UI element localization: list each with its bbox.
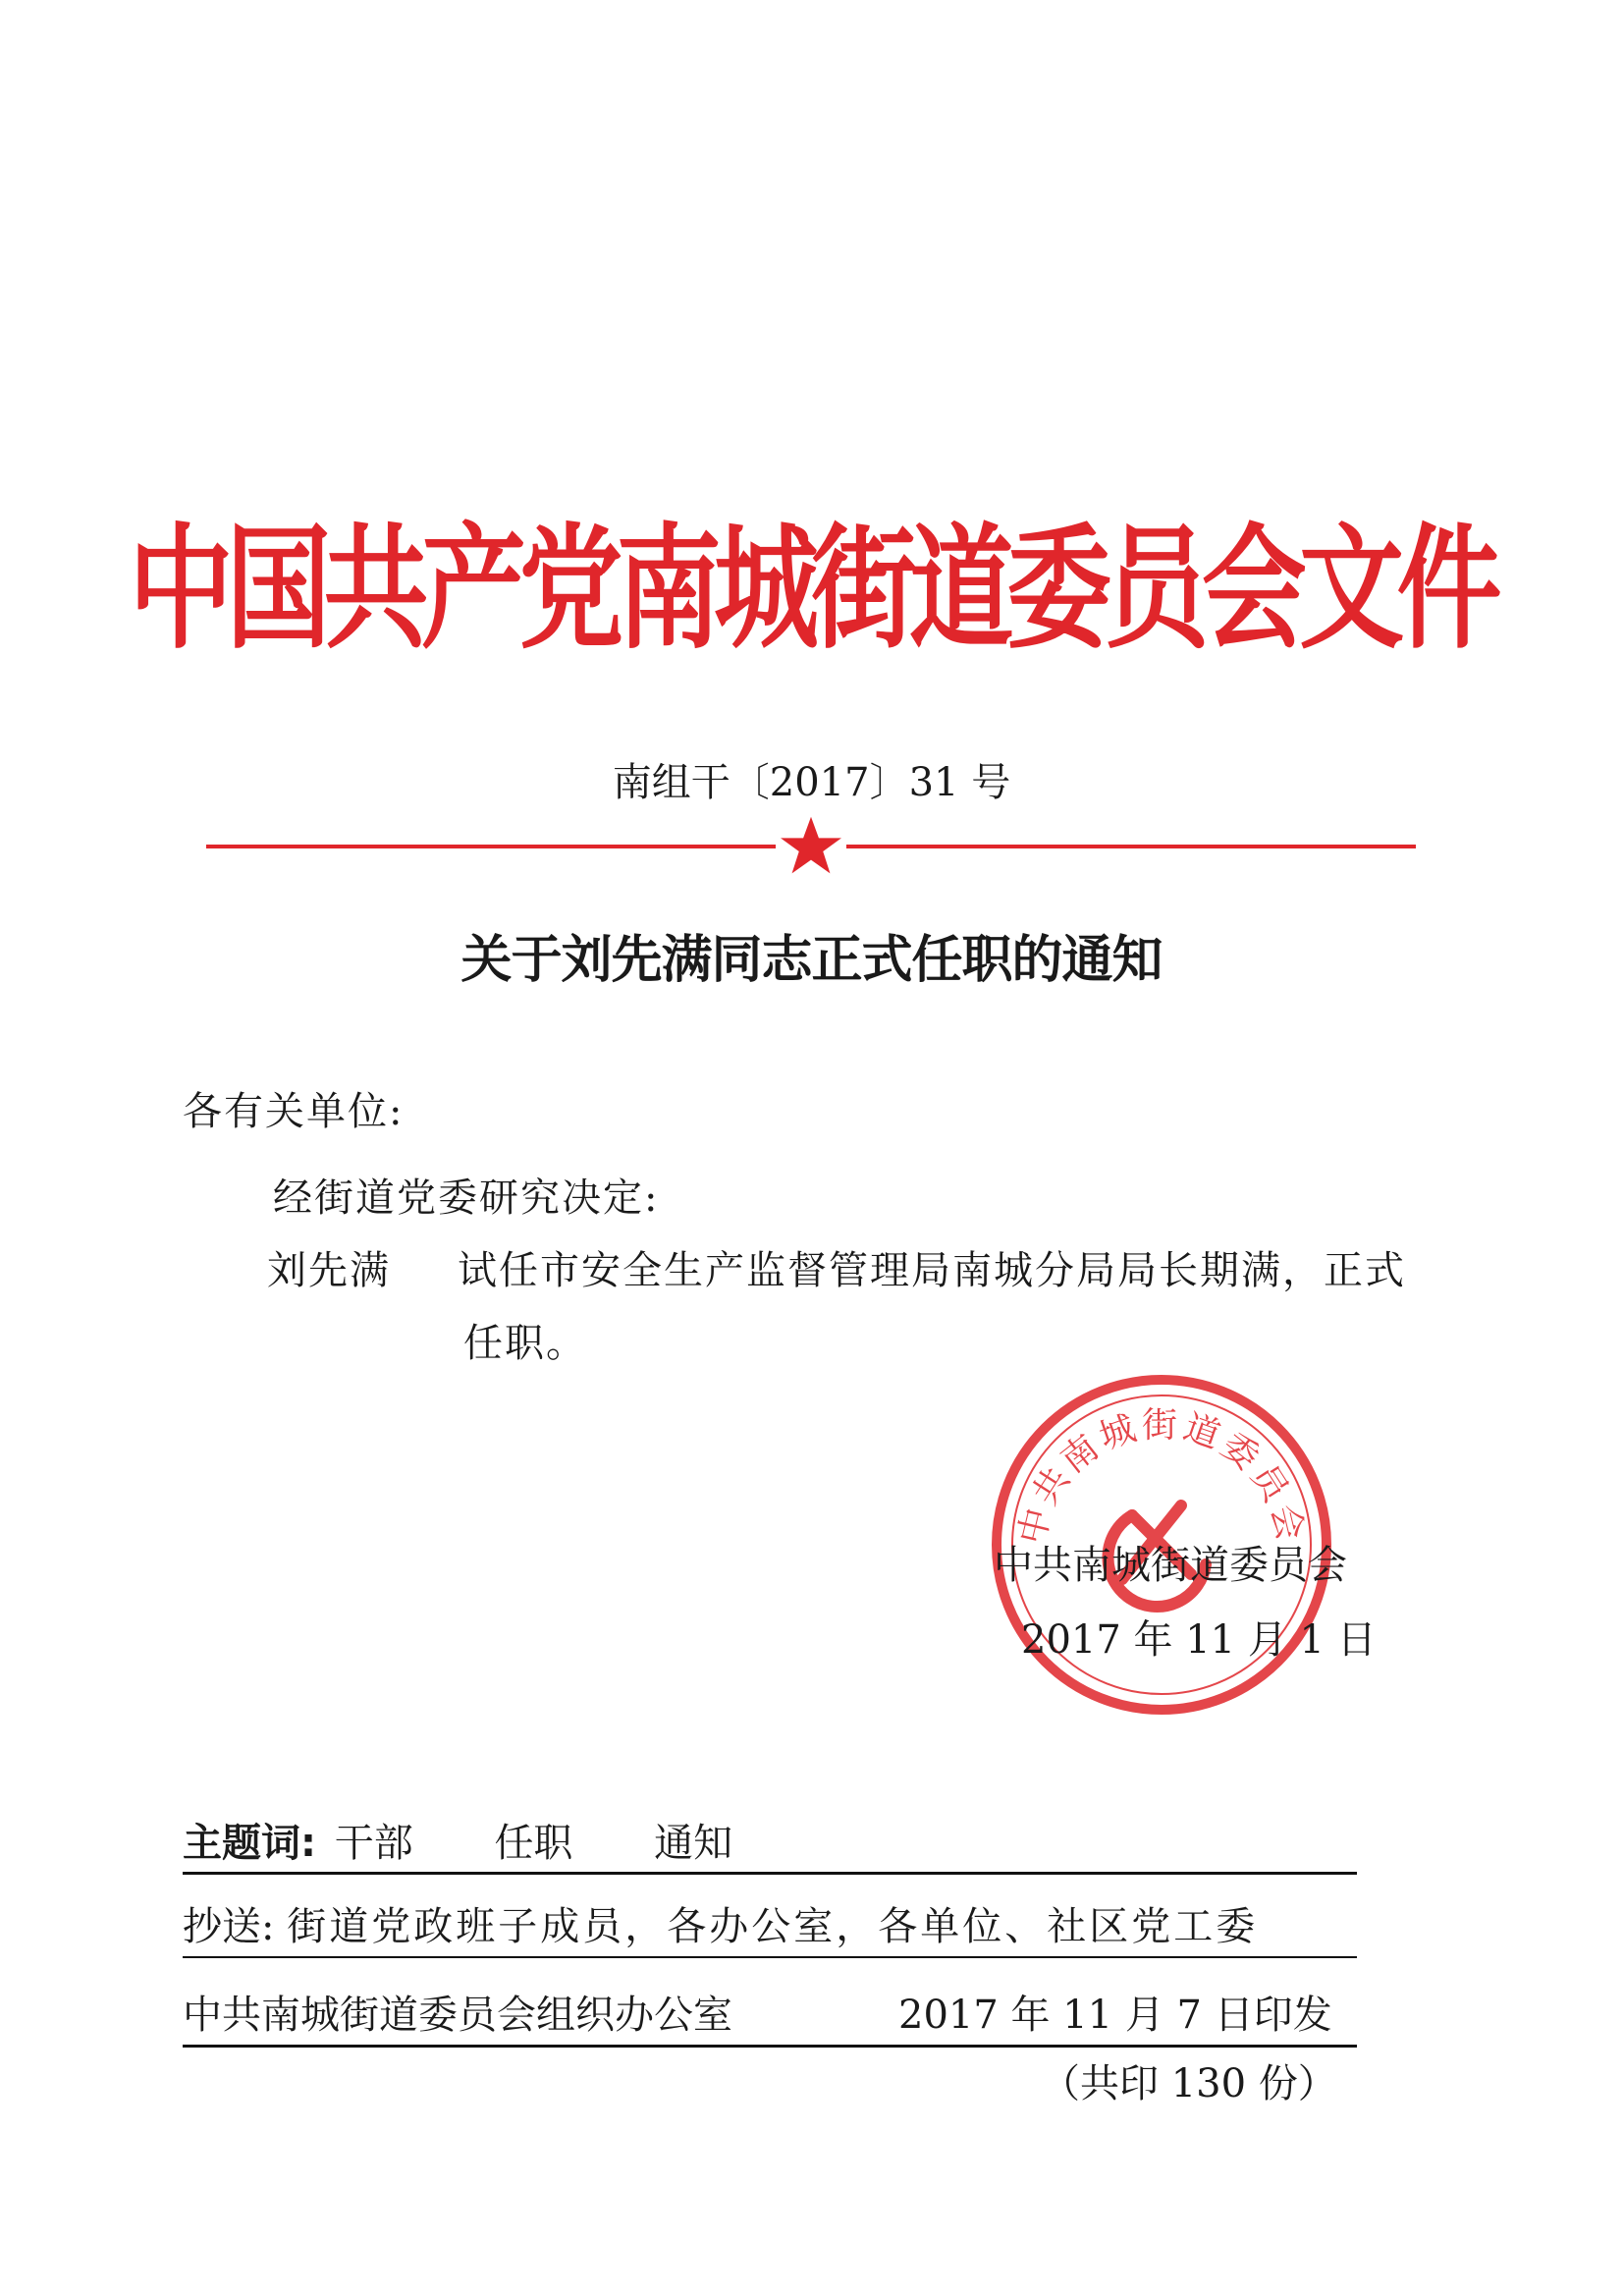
cc-row — [183, 1895, 1258, 1951]
cc-label: 抄送: — [183, 1904, 275, 1949]
footer-divider-top — [183, 1872, 1357, 1875]
issue-date: 2017 年 11 月 7 日印发 — [898, 1993, 1332, 2038]
signature-date: 2017 年 11 月 1 日 — [1021, 1617, 1377, 1663]
star-icon — [776, 811, 846, 882]
notice-title: 关于刘先满同志正式任职的通知 — [460, 931, 1163, 990]
svg-text:中共南城街道委员会: 中共南城街道委员会 — [1011, 1405, 1312, 1549]
intro-text: 经街道党委研究决定: — [273, 1175, 660, 1221]
signature-org: 中共南城街道委员会 — [994, 1543, 1347, 1588]
keyword-item: 任职 — [494, 1821, 573, 1866]
document-number: 南组干〔2017〕31 号 — [612, 760, 1011, 805]
person-name: 刘先满 — [267, 1248, 391, 1293]
footer-divider-bottom — [183, 2045, 1357, 2048]
cc-text: 街道党政班子成员，各办公室，各单位、社区党工委 — [287, 1904, 1259, 1949]
decision-line-2: 任职。 — [463, 1321, 587, 1366]
keywords-row — [183, 1812, 732, 1868]
document-header-title: 中国共产党南城街道委员会文件 — [128, 511, 1495, 668]
red-divider-left — [206, 845, 776, 848]
decision-line-1: 试任市安全生产监督管理局南城分局局长期满，正式 — [458, 1248, 1406, 1293]
red-divider-right — [846, 845, 1416, 848]
issuer: 中共南城街道委员会组织办公室 — [183, 1993, 732, 2038]
keyword-item: 通知 — [654, 1821, 733, 1866]
keyword-item: 干部 — [334, 1821, 413, 1866]
keywords-label: 主题词: — [183, 1821, 316, 1866]
copies-count: （共印 130 份） — [1041, 2061, 1337, 2106]
footer-divider-middle — [183, 1956, 1357, 1958]
salutation: 各有关单位: — [183, 1089, 405, 1134]
